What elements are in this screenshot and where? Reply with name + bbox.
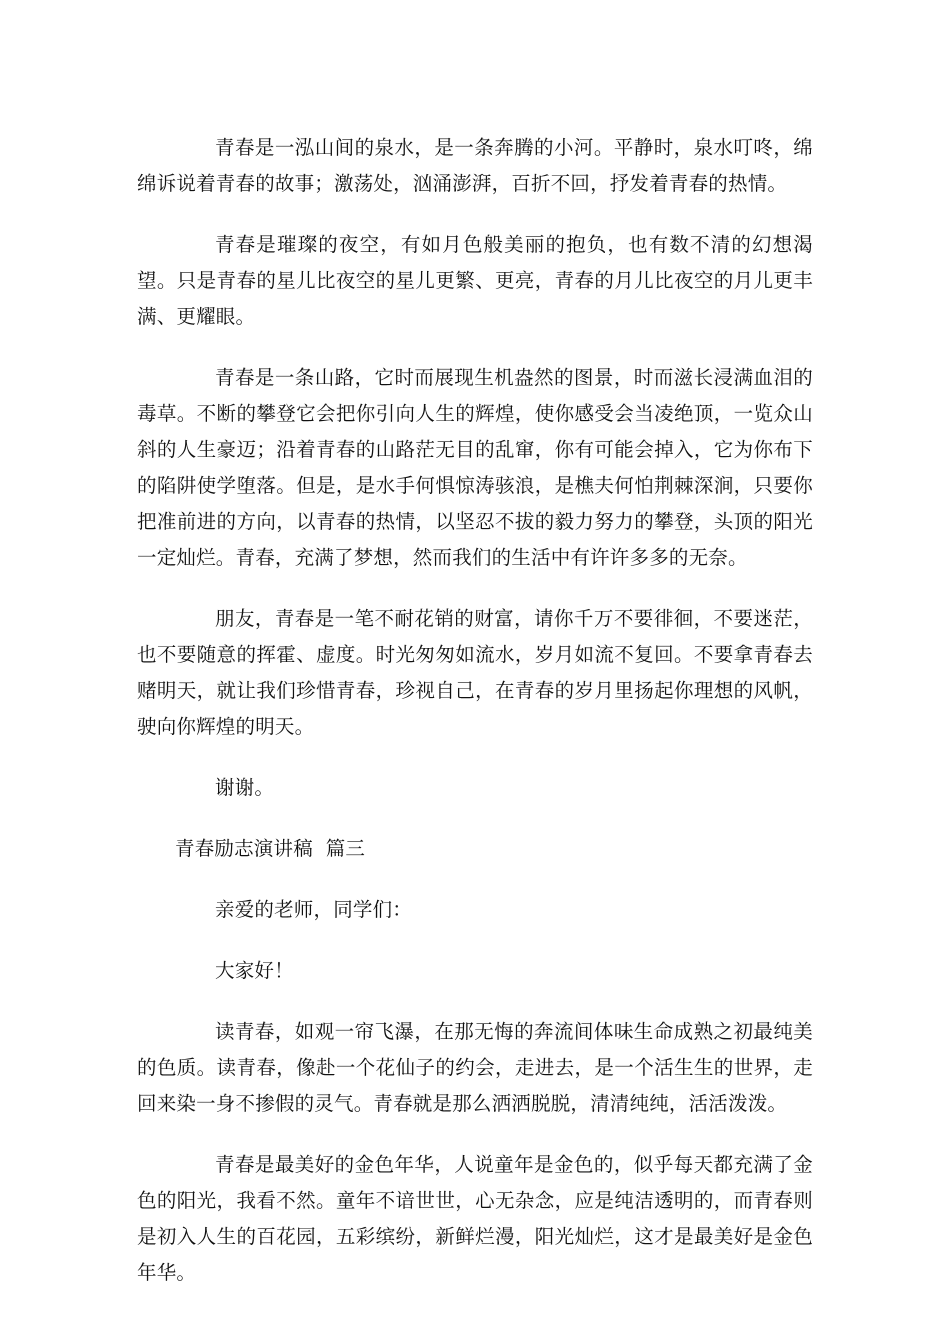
paragraph-thanks: 谢谢。 [215,776,275,799]
paragraph-golden-years: 青春是最美好的金色年华，人说童年是金色的，似乎每天都充满了金色的阳光，我看不然。童年不谙世世，心无杂念，应是纯洁透明的，而青春则是初入人生的百花园，五彩缤纷，新鲜烂漫，阳光灿烂，这才是最美好是金色年华。 [137,1153,813,1284]
paragraph-read-youth: 读青春，如观一帘飞瀑，在那无悔的奔流间体味生命成熟之初最纯美的色质。读青春，像赴一个花仙子的约会，走进去，是一个活生生的世界，走回来染一身不掺假的灵气。青春就是那么洒洒脱脱，清清纯纯，活活泼泼。 [137,1020,813,1115]
document-page [137,130,813,1316]
paragraph-greeting: 亲爱的老师，同学们： [215,898,413,921]
paragraph-friends: 朋友，青春是一笔不耐花销的财富，请你千万不要徘徊，不要迷茫，也不要随意的挥霍、虚度。时光匆匆如流水，岁月如流不复回。不要拿青春去赌明天，就让我们珍惜青春，珍视自己，在青春的岁月里扬起你理想的风帆，驶向你辉煌的明天。 [137,607,813,738]
paragraph-spring-water: 青春是一泓山间的泉水，是一条奔腾的小河。平静时，泉水叮咚，绵绵诉说着青春的故事；激荡处，汹涌澎湃，百折不回，抒发着青春的热情。 [137,136,813,195]
paragraph-hello: 大家好！ [215,959,294,982]
paragraph-mountain-road: 青春是一条山路，它时而展现生机盎然的图景，时而滋长浸满血泪的毒草。不断的攀登它会把你引向人生的辉煌，使你感受会当凌绝顶，一览众山斜的人生豪迈；沿着青春的山路茫无目的乱窜，你有可能会掉入，它为你布下的陷阱使学堕落。但是，是水手何惧惊涛骇浪，是樵夫何怕荆棘深涧，只要你把准前进的方向，以青春的热情，以坚忍不拔的毅力努力的攀登，头顶的阳光一定灿烂。青春，充满了梦想，然而我们的生活中有许许多多的无奈。 [137,366,813,569]
paragraph-night-sky: 青春是璀璨的夜空，有如月色般美丽的抱负，也有数不清的幻想渴望。只是青春的星儿比夜空的星儿更繁、更亮，青春的月儿比夜空的月儿更丰满、更耀眼。 [137,233,813,328]
section-heading: 青春励志演讲稿 篇三 [175,837,366,860]
